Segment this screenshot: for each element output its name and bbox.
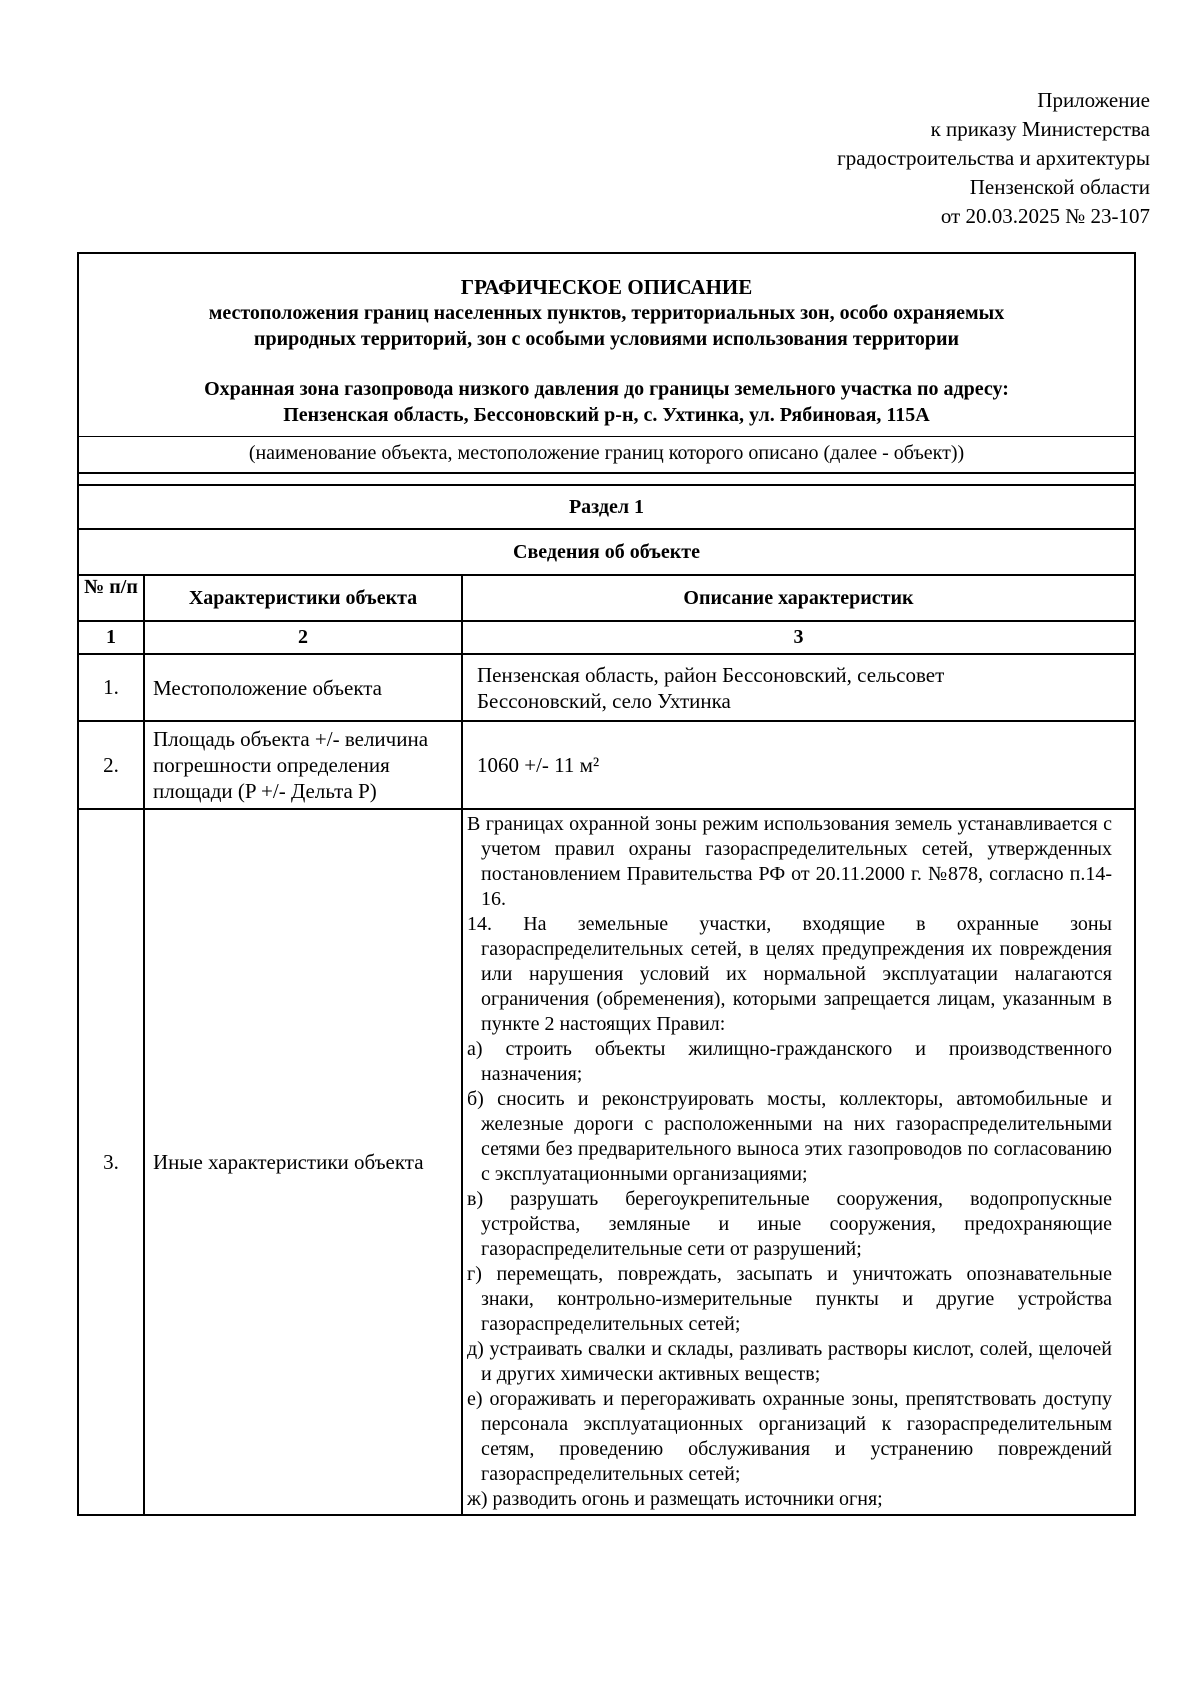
row-characteristic: Площадь объекта +/- величина погрешности определения площади (P +/- Дельта P) [144,721,462,809]
column-number: 2 [144,621,462,654]
row-description [462,809,1134,1514]
document-title: ГРАФИЧЕСКОЕ ОПИСАНИЕ [460,275,753,299]
restriction-paragraph: ж) разводить огонь и размещать источники огня; [467,1488,883,1510]
approval-header [590,86,1150,231]
header-line: к приказу Министерства [930,117,1150,141]
object-name-line: Охранная зона газопровода низкого давления до границы земельного участка по адресу: [204,378,1009,400]
restriction-paragraph: б) сносить и реконструировать мосты, коллекторы, автомобильные и железные дороги с расположенными на них газораспределительными сетями без предварительного выноса этих газопроводов по согласованию с эксплуатационными организациями; [467,1088,1112,1185]
row-description: Пензенская область, район Бессоновский, сельсовет Бессоновский, село Ухтинка [462,654,1134,721]
section-label: Раздел 1 [79,484,1134,528]
restriction-paragraph: г) перемещать, повреждать, засыпать и уничтожать опознавательные знаки, контрольно-измерительные пункты и другие устройства газораспределительных сетей; [467,1263,1112,1335]
title-subline: местоположения границ населенных пунктов, территориальных зон, особо охраняемых [208,302,1005,324]
restriction-paragraph: 14. На земельные участки, входящие в охранные зоны газораспределительных сетей, в целях предупреждения их повреждения или нарушения условий их нормальной эксплуатации налагаются ограничения (обременения), которыми запрещается лицам, указанным в пункте 2 настоящих Правил: [467,913,1112,1035]
column-number: 1 [79,621,144,654]
table-row [79,721,1134,809]
header-line: Приложение [1037,88,1150,112]
object-name-line: Пензенская область, Бессоновский р-н, с. Ухтинка, ул. Рябиновая, 115А [283,404,930,426]
restriction-paragraph: д) устраивать свалки и склады, разливать растворы кислот, солей, щелочей и других химически активных веществ; [467,1338,1112,1385]
row-characteristic: Местоположение объекта [144,654,462,721]
header-line: от 20.03.2025 № 23-107 [940,204,1150,228]
header-num: № п/п [79,575,144,621]
row-number: 2. [79,721,144,809]
section-info: Сведения об объекте [79,528,1134,574]
title-subline: природных территорий, зон с особыми условиями использования территории [253,328,960,350]
table-row [79,809,1134,1514]
restriction-paragraph: в) разрушать берегоукрепительные сооружения, водопропускные устройства, земляные и иные сооружения, предохраняющие газораспределительные сети от разрушений; [467,1188,1112,1260]
row-characteristic: Иные характеристики объекта [144,809,462,1514]
column-number-row [79,621,1134,654]
header-line: Пензенской области [969,175,1150,199]
header-characteristic: Характеристики объекта [144,575,462,621]
column-number: 3 [462,621,1134,654]
document-frame [77,252,1136,1516]
restriction-paragraph: а) строить объекты жилищно-гражданского и производственного назначения; [467,1038,1112,1085]
characteristics-table [79,574,1134,1514]
table-row [79,654,1134,721]
restriction-paragraph: е) огораживать и перегораживать охранные зоны, препятствовать доступу персонала эксплуатационных организаций к газораспределительным сетям, проведению обслуживания и устранению повреждений газораспределительных сетей; [467,1388,1112,1485]
header-line: градостроительства и архитектуры [837,146,1150,170]
row-number: 1. [79,654,144,721]
row-number: 3. [79,809,144,1514]
row-description: 1060 +/- 11 м² [462,721,1134,809]
restriction-paragraph: В границах охранной зоны режим использования земель устанавливается с учетом правил охраны газораспределительных сетей, утвержденных постановлением Правительства РФ от 20.11.2000 г. №878, согласно п.14-16. [467,813,1112,910]
header-description: Описание характеристик [462,575,1134,621]
table-header-row [79,575,1134,621]
spacer-row [79,472,1134,484]
title-area [79,254,1134,436]
object-caption: (наименование объекта, местоположение границ которого описано (далее - объект)) [79,436,1134,472]
